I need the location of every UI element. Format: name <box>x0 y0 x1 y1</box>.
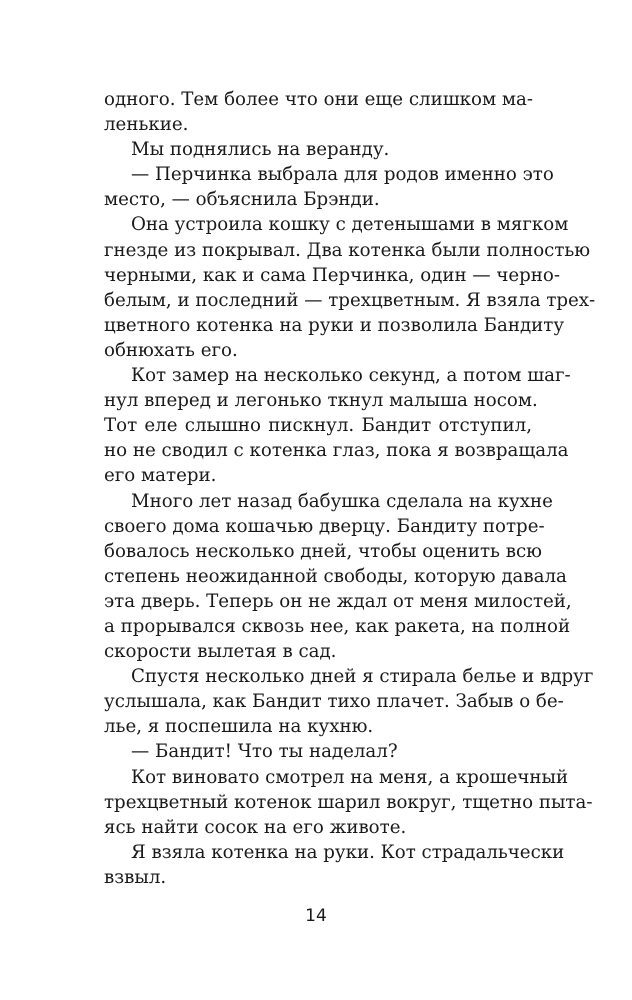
paragraph-line: а прорывался сквозь нее, как ракета, на полной <box>104 615 571 637</box>
paragraph-line: обнюхать его. <box>104 339 238 361</box>
paragraph-line: своего дома кошачью дверцу. Бандиту потре- <box>104 515 545 537</box>
paragraph-line: ясь найти сосок на его животе. <box>104 816 407 838</box>
paragraph-line: скорости вылетая в сад. <box>104 641 337 663</box>
paragraph-line: степень неожиданной свободы, которую давала <box>104 565 567 587</box>
paragraph-line: место, — объяснила Брэнди. <box>104 189 380 211</box>
paragraph-line: бовалось несколько дней, чтобы оценить всю <box>104 540 542 562</box>
page-number: 14 <box>305 906 327 926</box>
paragraph-line: ленькие. <box>104 114 189 136</box>
paragraph-line: Я взяла котенка на руки. Кот страдальчески <box>131 841 565 863</box>
paragraph-line: взвыл. <box>104 866 167 888</box>
body-text <box>104 87 596 890</box>
paragraph-line: лье, я поспешила на кухню. <box>104 716 374 738</box>
paragraph-line: услышала, как Бандит тихо плачет. Забыв о бе- <box>104 691 564 713</box>
paragraph-line: трехцветный котенок шарил вокруг, тщетно пыта- <box>104 791 593 813</box>
paragraph-line: Мы поднялись на веранду. <box>131 139 390 161</box>
paragraph-line: эта дверь. Теперь он не ждал от меня милостей, <box>104 590 572 612</box>
paragraph-line: его матери. <box>104 465 217 487</box>
paragraph-line: Кот замер на несколько секунд, а потом шаг- <box>131 365 571 387</box>
paragraph-line: Кот виновато смотрел на меня, а крошечный <box>131 766 569 788</box>
paragraph-line: — Перчинка выбрала для родов именно это <box>131 164 554 186</box>
paragraph-line: цветного котенка на руки и позволила Бандиту <box>104 314 565 336</box>
paragraph-line: нул вперед и легонько ткнул малыша носом. <box>104 390 538 412</box>
paragraph-line: но не сводил с котенка глаз, пока я возвращала <box>104 440 569 462</box>
paragraph-line: Много лет назад бабушка сделала на кухне <box>131 490 553 512</box>
paragraph-line: Она устроила кошку с детенышами в мягком <box>131 214 569 236</box>
paragraph-line: белым, и последний — трехцветным. Я взяла трех- <box>104 289 596 311</box>
paragraph-line: Тот еле слышно пискнул. Бандит отступил, <box>104 415 532 437</box>
paragraph-line: Спустя несколько дней я стирала белье и вдруг <box>131 666 594 688</box>
paragraph-line: — Бандит! Что ты наделал? <box>131 741 398 763</box>
paragraph-line: одного. Тем более что они еще слишком ма- <box>104 89 534 110</box>
paragraph-line: гнезде из покрывал. Два котенка были полностью <box>104 239 591 261</box>
paragraph-line: черными, как и сама Перчинка, один — черно- <box>104 264 561 286</box>
